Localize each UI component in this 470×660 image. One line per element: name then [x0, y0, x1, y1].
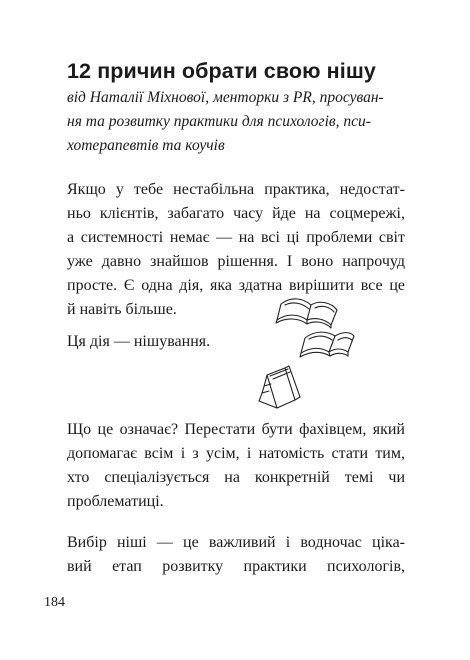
text-line: ньо клієнтів, забагато часу йде на соцмережі,	[67, 205, 405, 222]
page-number: 184	[44, 595, 65, 610]
text-line: вий етап розвитку практики психологів,	[67, 558, 405, 575]
text-line: Що це означає? Перестати бути фахівцем, який	[67, 421, 405, 438]
text-line: Вибір ніші — це важливий і водночас ціка-	[67, 534, 405, 551]
text-line: Якщо у тебе нестабільна практика, недостат-	[67, 181, 405, 198]
book-icon	[259, 366, 300, 408]
text-line: просте. Є одна дія, яка здатна вирішити все це	[67, 277, 405, 294]
text-line: допомагає всім і з усім, і натомість стати тим,	[67, 445, 405, 462]
text-line: хто спеціалізується на конкретній темі чи	[67, 469, 405, 486]
section-title: 12 причин обрати свою нішу	[67, 59, 376, 83]
byline-line: ня та розвитку практики для психологів, пси-	[67, 113, 371, 130]
text-line: проблематиці.	[67, 493, 164, 510]
byline-line: хотерапевтів та коучів	[67, 137, 225, 154]
author-byline	[67, 86, 405, 158]
paragraph-choice	[67, 531, 405, 579]
text-line: уже давно знайшов рішення. І воно напрочуд	[67, 253, 405, 270]
byline-line: від Наталії Міхнової, менторки з PR, просуван-	[67, 89, 384, 106]
text-line: Ця дія — нішування.	[67, 333, 211, 350]
open-book-icon	[300, 332, 354, 357]
text-line: а системності немає — на всі ці проблеми світ	[67, 229, 405, 246]
text-line: й навіть більше.	[67, 301, 177, 318]
open-book-icon	[276, 299, 337, 328]
flying-books-icon	[255, 290, 355, 415]
paragraph-definition	[67, 418, 405, 514]
